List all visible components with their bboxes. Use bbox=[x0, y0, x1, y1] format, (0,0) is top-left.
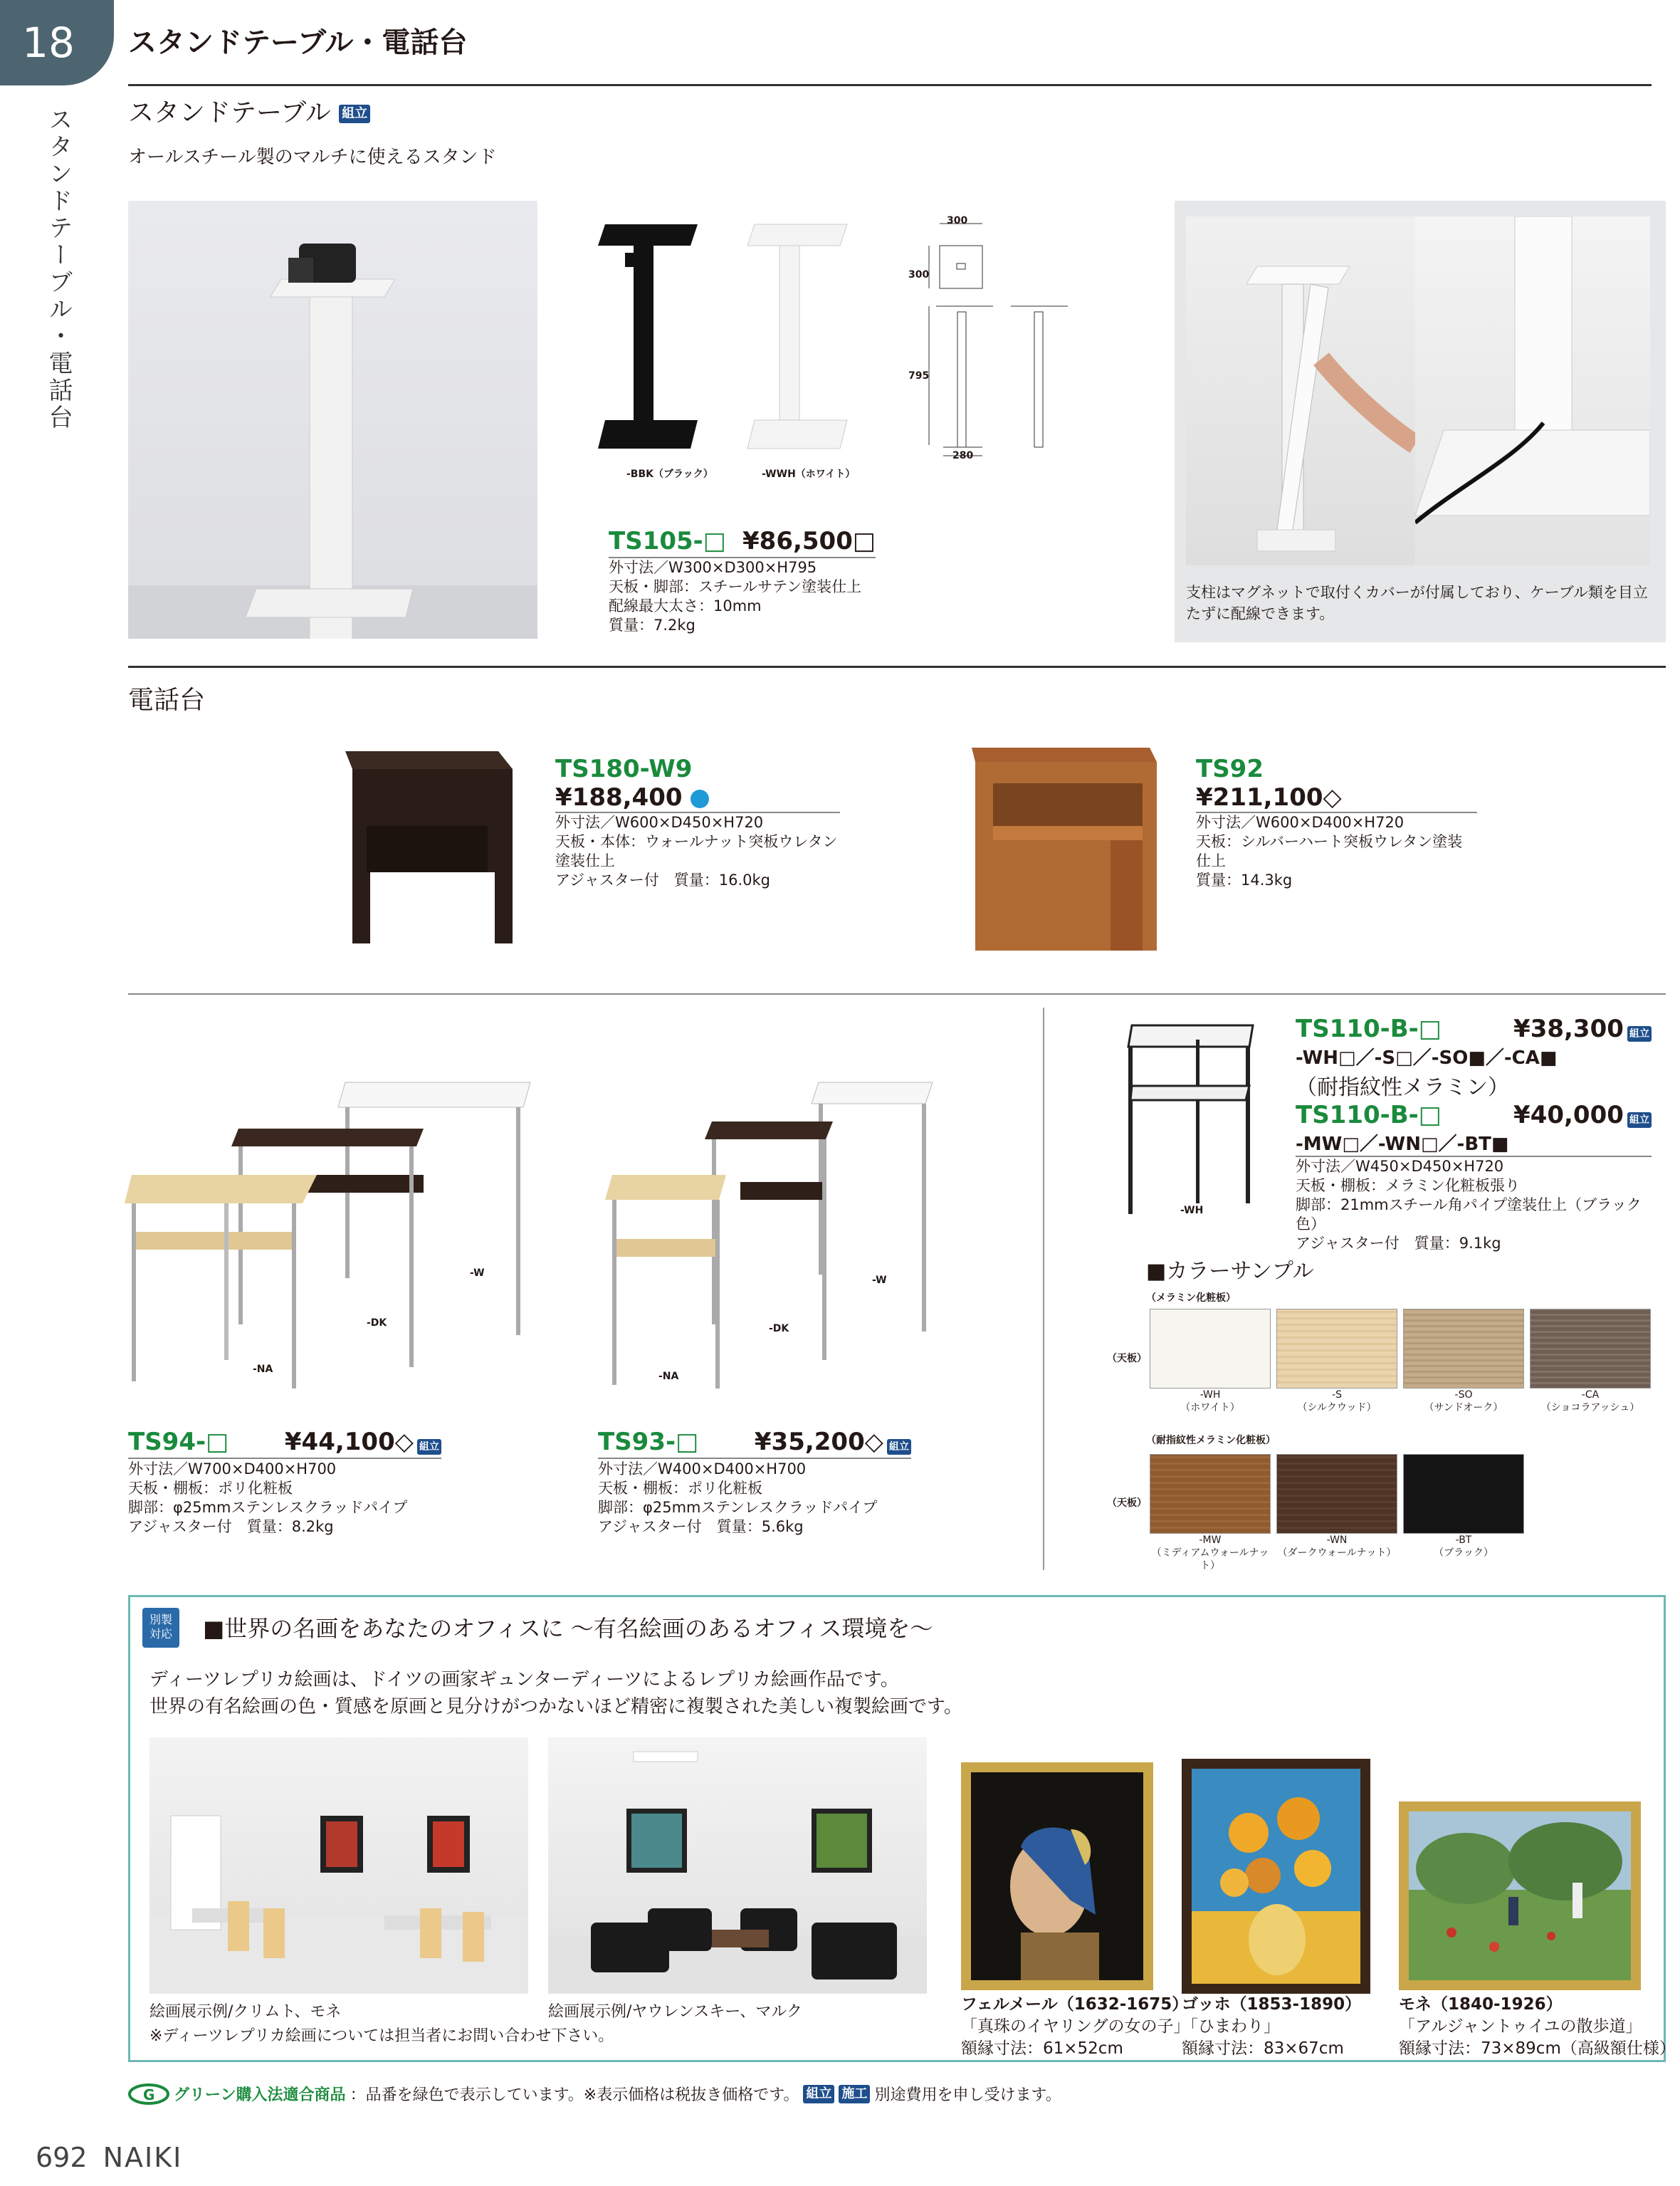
painting-vermeer bbox=[961, 1762, 1153, 1990]
brand-name: NAIKI bbox=[103, 2142, 183, 2173]
footer-note bbox=[128, 2083, 1061, 2105]
ts92-info: TS92 ¥211,100◇ 外寸法／W600×D400×H720 天板：シルバーハート突板ウレタン塗装仕上 質量：14.3kg bbox=[1196, 755, 1477, 890]
footer-text-2: 別途費用を申し受けます。 bbox=[874, 2086, 1061, 2104]
stand-specs: 外寸法／W300×D300×H795 天板・脚部：スチールサテン塗装仕上 配線最大太さ：10mm 質量：7.2kg bbox=[609, 559, 862, 634]
swatch-s: -S （シルクウッド） bbox=[1276, 1309, 1397, 1414]
painting-vermeer-caption: フェルメール（1632-1675） 「真珠のイヤリングの女の子」 額縁寸法：61×52cm bbox=[961, 1995, 1190, 2058]
footer-text: ：品番を緑色で表示しています。※表示価格は税抜き価格です。 bbox=[350, 2086, 799, 2104]
color-row-2 bbox=[1150, 1454, 1534, 1572]
cable-cover-photo-2 bbox=[1415, 216, 1650, 565]
ts180-info: TS180-W9 ¥188,400 外寸法／W600×D450×H720 天板・本体：ウォールナット突板ウレタン塗装仕上 アジャスター付 質量：16.0kg bbox=[555, 755, 840, 890]
ts92-illustration bbox=[961, 741, 1160, 954]
vertical-divider bbox=[1043, 1008, 1044, 1570]
ts93-label-dk: -DK bbox=[769, 1323, 789, 1334]
swatch-mw: -MW （ミディアムウォールナット） bbox=[1150, 1454, 1271, 1572]
variant-label-white: -WWH（ホワイト） bbox=[762, 469, 856, 480]
ts94-price: ¥44,100◇ bbox=[284, 1428, 414, 1456]
painting-gogh bbox=[1182, 1759, 1370, 1994]
page-title: スタンドテーブル・電話台 bbox=[128, 26, 468, 59]
painting-monet-caption: モネ（1840-1926） 「アルジャントゥイユの散歩道」 額縁寸法：73×89cm（高級額仕様） bbox=[1399, 1995, 1676, 2058]
ts93-photo bbox=[598, 1068, 961, 1403]
swatch-wh: -WH （ホワイト） bbox=[1150, 1309, 1271, 1414]
stand-product-line bbox=[609, 527, 876, 555]
ts110-photo-label: -WH bbox=[1180, 1205, 1204, 1216]
svg-text:G: G bbox=[143, 2086, 155, 2103]
swatch-bt: -BT （ブラック） bbox=[1403, 1454, 1524, 1572]
cable-cover-illustration-2 bbox=[1415, 216, 1650, 565]
assembly-badge: 組立 bbox=[417, 1439, 441, 1455]
ts94-label-w: -W bbox=[470, 1267, 485, 1279]
header-rule bbox=[128, 84, 1652, 86]
stand-subtitle: オールスチール製のマルチに使えるスタンド bbox=[128, 147, 497, 168]
ts110-variants-1: -WH□／-S□／-SO■／-CA■ bbox=[1296, 1047, 1558, 1069]
ts94-code: TS94-□ bbox=[128, 1428, 229, 1456]
ts93-code: TS93-□ bbox=[598, 1428, 699, 1456]
green-purchase-label: グリーン購入法適合商品 bbox=[174, 2086, 346, 2104]
stand-photo bbox=[128, 201, 537, 639]
gogh-illustration bbox=[1192, 1769, 1360, 1984]
color-group-2: （耐指紋性メラミン化粧板） bbox=[1146, 1435, 1276, 1446]
ts93-specs: 外寸法／W400×D400×H700 天板・棚板：ポリ化粧板 脚部：φ25mmステンレスクラッドパイプ アジャスター付 質量：5.6kg bbox=[598, 1460, 878, 1535]
monet-illustration bbox=[1409, 1811, 1631, 1980]
tables-section-rule bbox=[128, 993, 1666, 995]
color-group-1: （メラミン化粧板） bbox=[1146, 1292, 1236, 1304]
painting-monet bbox=[1399, 1801, 1641, 1990]
ts92-price: ¥211,100◇ bbox=[1196, 783, 1342, 812]
stand-price: ¥86,500□ bbox=[742, 527, 876, 555]
ts93-illustration bbox=[598, 1068, 961, 1403]
ts180-code: TS180-W9 bbox=[555, 755, 693, 783]
stand-code: TS105-□ bbox=[609, 527, 726, 555]
dim-height: 795 bbox=[908, 370, 930, 382]
installation-badge: 施工 bbox=[839, 2085, 870, 2103]
ts110-line1 bbox=[1296, 1015, 1652, 1043]
ts93-price: ¥35,200◇ bbox=[754, 1428, 883, 1456]
color-row-1 bbox=[1150, 1309, 1662, 1414]
room-illustration-2 bbox=[548, 1737, 927, 1994]
ts110-photo bbox=[1118, 1018, 1260, 1225]
stand-section-title: スタンドテーブル 組立 bbox=[128, 93, 370, 129]
dimension-svg bbox=[904, 214, 1089, 470]
cable-cover-photo-box bbox=[1175, 201, 1666, 642]
assembly-badge: 組立 bbox=[1627, 1112, 1652, 1128]
ts94-info bbox=[128, 1428, 441, 1456]
ts92-code: TS92 bbox=[1196, 755, 1264, 783]
ts93-label-w: -W bbox=[872, 1275, 887, 1286]
ts110-info: TS110-B-□ ¥38,300 組立 -WH□／-S□／-SO■／-CA■ （耐指紋性メラミン） TS110-B-□ ¥40,000 組立 -MW□／-WN□／-BT■ 外寸法／W450×D450×H720 天板・棚板：メラミン化粧板張り 脚部：21mmスチール角パイプ塗装仕上（ブラック色） アジャスター付 質量：9.1kg bbox=[1296, 1015, 1652, 1253]
room-caption-2: 絵画展示例/ヤウレンスキー、マルク bbox=[548, 2003, 802, 2021]
phone-section-rule bbox=[128, 666, 1666, 668]
ts93-rule bbox=[598, 1458, 911, 1459]
art-note: ※ディーツレプリカ絵画については担当者にお問い合わせ下さい。 bbox=[149, 2027, 614, 2045]
page-number: 692 bbox=[36, 2142, 88, 2173]
side-label: スタンドテーブル・電話台 bbox=[44, 107, 73, 432]
ts94-photo bbox=[125, 1068, 552, 1403]
green-purchase-icon bbox=[128, 2083, 169, 2105]
ts180-illustration bbox=[335, 741, 516, 947]
variant-label-black: -BBK（ブラック） bbox=[626, 469, 713, 480]
ts110-variants-2: -MW□／-WN□／-BT■ bbox=[1296, 1134, 1509, 1155]
ts110-code-1: TS110-B-□ bbox=[1296, 1015, 1442, 1043]
ts94-specs: 外寸法／W700×D400×H700 天板・棚板：ポリ化粧板 脚部：φ25mmステンレスクラッドパイプ アジャスター付 質量：8.2kg bbox=[128, 1460, 408, 1535]
color-sample-title: ■カラーサンプル bbox=[1146, 1259, 1314, 1284]
cable-cover-illustration-1 bbox=[1186, 216, 1415, 565]
ts93-info bbox=[598, 1428, 911, 1456]
special-order-badge: 別製 対応 bbox=[142, 1608, 179, 1648]
assembly-badge: 組立 bbox=[339, 105, 370, 123]
ts110-price-2: ¥40,000 bbox=[1513, 1101, 1624, 1129]
color-row-label-1: （天板） bbox=[1107, 1353, 1147, 1364]
assembly-badge: 組立 bbox=[887, 1439, 911, 1455]
ts180-photo bbox=[335, 741, 516, 947]
cable-cover-photo-1 bbox=[1186, 216, 1415, 565]
ts94-label-dk: -DK bbox=[367, 1317, 387, 1329]
color-row-label-2: （天板） bbox=[1107, 1497, 1147, 1509]
dimension-drawing bbox=[904, 214, 1089, 470]
assembly-badge: 組立 bbox=[803, 2085, 834, 2103]
room-caption-1: 絵画展示例/クリムト、モネ bbox=[149, 2003, 342, 2021]
room-photo-2 bbox=[548, 1737, 927, 1994]
phone-section-title: 電話台 bbox=[128, 686, 206, 715]
art-title: ■世界の名画をあなたのオフィスに ～有名絵画のあるオフィス環境を～ bbox=[203, 1615, 933, 1642]
vermeer-illustration bbox=[971, 1772, 1143, 1980]
painting-gogh-caption: ゴッホ（1853-1890） 「ひまわり」 額縁寸法：83×67cm bbox=[1182, 1995, 1362, 2058]
dim-base: 280 bbox=[952, 450, 974, 461]
page-footer bbox=[36, 2142, 182, 2173]
swatch-ca: -CA （ショコラアッシュ） bbox=[1530, 1309, 1651, 1414]
ts93-label-na: -NA bbox=[658, 1371, 679, 1382]
assembly-badge: 組立 bbox=[1627, 1026, 1652, 1042]
ts180-price-line: ¥188,400 bbox=[555, 783, 840, 812]
ts94-rule bbox=[128, 1458, 441, 1459]
blue-dot-icon bbox=[691, 790, 709, 808]
ts92-photo bbox=[961, 741, 1160, 954]
dim-top: 300 bbox=[947, 215, 968, 226]
art-description: ディーツレプリカ絵画は、ドイツの画家ギュンターディーツによるレプリカ絵画作品です。 世界の有名絵画の色・質感を原画と見分けがつかないほど精密に複製された美しい複製絵画です。 bbox=[149, 1669, 962, 1717]
cable-cover-caption: 支柱はマグネットで取付くカバーが付属しており、ケーブル類を目立たずに配線できます。 bbox=[1186, 584, 1648, 622]
dim-depth: 300 bbox=[908, 269, 930, 281]
swatch-so: -SO （サンドオーク） bbox=[1403, 1309, 1524, 1414]
ts94-label-na: -NA bbox=[253, 1364, 273, 1375]
stand-variants bbox=[584, 210, 897, 481]
ts110-price-1: ¥38,300 bbox=[1513, 1015, 1624, 1043]
ts110-note: （耐指紋性メラミン） bbox=[1296, 1075, 1509, 1100]
ts110-line2 bbox=[1296, 1101, 1652, 1129]
ts110-code-2: TS110-B-□ bbox=[1296, 1101, 1442, 1129]
ts110-illustration bbox=[1118, 1018, 1260, 1225]
swatch-wn: -WN （ダークウォールナット） bbox=[1276, 1454, 1397, 1572]
stand-illustration bbox=[128, 201, 537, 639]
stand-variant-drawing bbox=[584, 210, 897, 481]
room-illustration-1 bbox=[149, 1737, 528, 1994]
page-tab: 18 bbox=[0, 0, 114, 85]
ts94-illustration bbox=[125, 1068, 552, 1403]
room-photo-1 bbox=[149, 1737, 528, 1994]
